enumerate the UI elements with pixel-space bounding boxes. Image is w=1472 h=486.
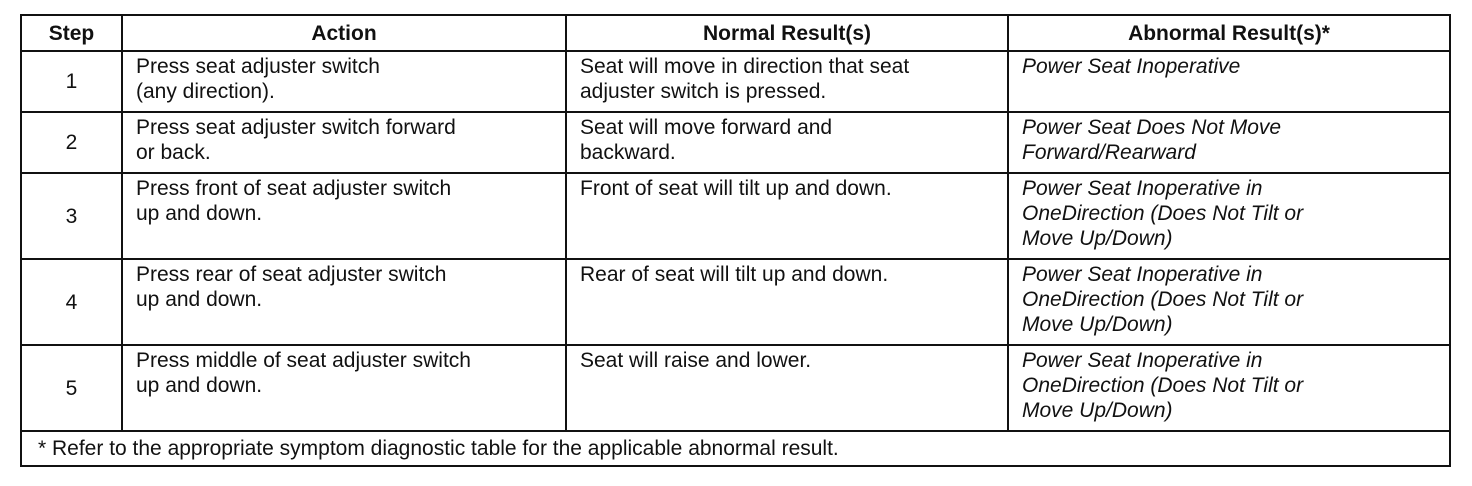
table-row bbox=[21, 259, 1450, 345]
normal-result-cell: Front of seat will tilt up and down. bbox=[566, 173, 1008, 259]
table-row bbox=[21, 345, 1450, 431]
abnormal-result-cell: Power Seat Inoperative in OneDirection (Does Not Tilt or Move Up/Down) bbox=[1008, 173, 1450, 259]
normal-result-cell: Seat will move in direction that seat adjuster switch is pressed. bbox=[566, 51, 1008, 112]
action-cell: Press rear of seat adjuster switch up and down. bbox=[122, 259, 566, 345]
step-number: 4 bbox=[21, 259, 122, 345]
step-number: 5 bbox=[21, 345, 122, 431]
diagnostic-table bbox=[20, 14, 1451, 467]
abnormal-result-cell: Power Seat Does Not Move Forward/Rearward bbox=[1008, 112, 1450, 173]
table-row bbox=[21, 173, 1450, 259]
step-number: 1 bbox=[21, 51, 122, 112]
action-cell: Press seat adjuster switch forward or back. bbox=[122, 112, 566, 173]
step-number: 3 bbox=[21, 173, 122, 259]
abnormal-result-cell: Power Seat Inoperative in OneDirection (Does Not Tilt or Move Up/Down) bbox=[1008, 345, 1450, 431]
table-row bbox=[21, 112, 1450, 173]
action-cell: Press seat adjuster switch (any direction). bbox=[122, 51, 566, 112]
abnormal-result-cell: Power Seat Inoperative bbox=[1008, 51, 1450, 112]
header-step: Step bbox=[21, 15, 122, 51]
step-number: 2 bbox=[21, 112, 122, 173]
header-normal-results: Normal Result(s) bbox=[566, 15, 1008, 51]
normal-result-cell: Seat will raise and lower. bbox=[566, 345, 1008, 431]
abnormal-result-cell: Power Seat Inoperative in OneDirection (Does Not Tilt or Move Up/Down) bbox=[1008, 259, 1450, 345]
action-cell: Press middle of seat adjuster switch up and down. bbox=[122, 345, 566, 431]
footnote-row bbox=[21, 431, 1450, 466]
header-action: Action bbox=[122, 15, 566, 51]
normal-result-cell: Rear of seat will tilt up and down. bbox=[566, 259, 1008, 345]
action-cell: Press front of seat adjuster switch up and down. bbox=[122, 173, 566, 259]
header-row bbox=[21, 15, 1450, 51]
footnote: * Refer to the appropriate symptom diagnostic table for the applicable abnormal result. bbox=[21, 431, 1450, 466]
header-abnormal-results: Abnormal Result(s)* bbox=[1008, 15, 1450, 51]
table-row bbox=[21, 51, 1450, 112]
normal-result-cell: Seat will move forward and backward. bbox=[566, 112, 1008, 173]
